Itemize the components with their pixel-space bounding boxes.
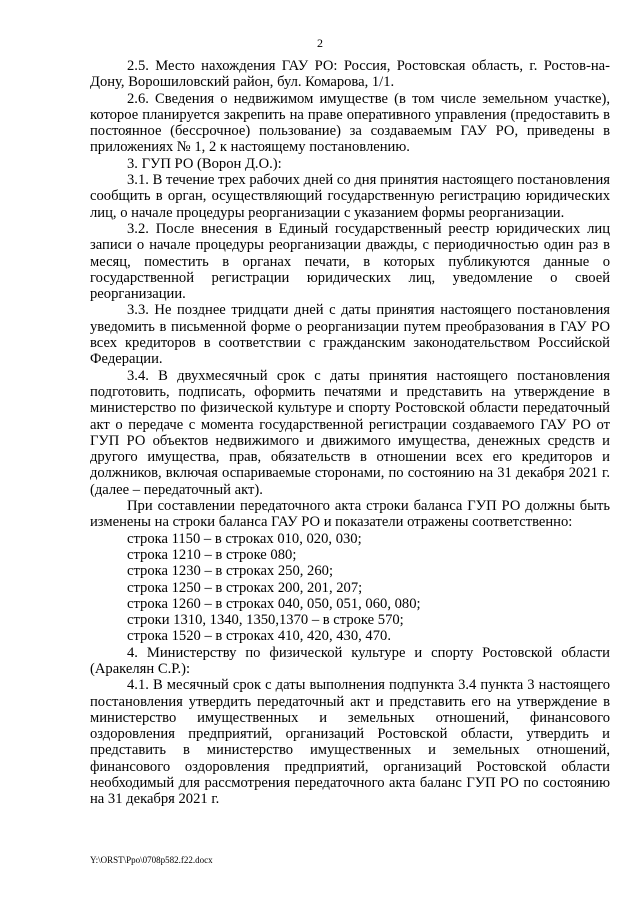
paragraph-3-3: 3.3. Не позднее тридцати дней с даты принятия настоящего постановления уведомить в письменной форме о реорганизации путем преобразования в ГАУ РО всех кредиторов в соответствии с гражданским законодательством Российской Федерации. <box>90 302 610 368</box>
balance-line: строка 1520 – в строках 410, 420, 430, 470. <box>127 628 391 645</box>
paragraph-4-1: 4.1. В месячный срок с даты выполнения подпункта 3.4 пункта 3 настоящего постановления утвердить передаточный акт и представить его на утверждение в министерство имущественных и земельных отношений, финансового оздоровления предприятий, организаций Ростовской области, утвердить и представить в министерство имущественных и земельных отношений, финансового оздоровления предприятий, организаций Ростовской области необходимый для рассмотрения передаточного акта баланс ГУП РО по состоянию на 31 декабря 2021 г. <box>90 677 610 808</box>
paragraph-2-6: 2.6. Сведения о недвижимом имуществе (в том числе земельном участке), которое планируется закрепить на праве оперативного управления (предоставить в постоянное (бессрочное) пользование) за создаваемым ГАУ РО, приведены в приложениях № 1, 2 к настоящему постановлению. <box>90 90 610 156</box>
balance-line: строка 1250 – в строках 200, 201, 207; <box>127 579 363 596</box>
balance-line: строка 1150 – в строках 010, 020, 030; <box>127 530 362 547</box>
paragraph-2-5: 2.5. Место нахождения ГАУ РО: Россия, Ростовская область, г. Ростов-на-Дону, Ворошиловский район, бул. Комарова, 1/1. <box>90 58 610 91</box>
paragraph-3-2: 3.2. После внесения в Единый государственный реестр юридических лиц записи о начале процедуры реорганизации дважды, с периодичностью один раз в месяц, поместить в органах печати, в которых публикуются данные о государственной регистрации юридических лиц, уведомление о своей реорганизации. <box>90 220 610 303</box>
paragraph-3-4: 3.4. В двухмесячный срок с даты принятия настоящего постановления подготовить, подписать, оформить печатями и представить на утверждение в министерство по физической культуре и спорту Ростовской области передаточный акт о передаче с момента государственной регистрации создаваемого ГАУ РО от ГУП РО объектов недвижимого и движимого имущества, денежных средств и другого имущества, прав, обязательств в отношении всех его кредиторов и должников, включая оспариваемые сторонами, по состоянию на 31 декабря 2021 г. (далее – передаточный акт). <box>90 367 610 498</box>
document-body <box>90 58 610 808</box>
page-number: 2 <box>317 36 323 50</box>
balance-line: строка 1230 – в строках 250, 260; <box>127 563 333 580</box>
balance-line: строка 1210 – в строке 080; <box>127 546 297 563</box>
paragraph-4: 4. Министерству по физической культуре и спорту Ростовской области (Аракелян С.Р.): <box>90 644 610 677</box>
balance-line: строки 1310, 1340, 1350,1370 – в строке 570; <box>127 612 404 629</box>
paragraph-3: 3. ГУП РО (Ворон Д.О.): <box>127 155 282 172</box>
balance-line: строка 1260 – в строках 040, 050, 051, 060, 080; <box>127 595 421 612</box>
paragraph-balance-intro: При составлении передаточного акта строки баланса ГУП РО должны быть изменены на строки баланса ГАУ РО и показатели отражены соответственно: <box>90 498 610 531</box>
footer-file-path: Y:\ORST\Ppo\0708p582.f22.docx <box>90 855 213 865</box>
paragraph-3-1: 3.1. В течение трех рабочих дней со дня принятия настоящего постановления сообщить в орган, осуществляющий государственную регистрацию юридических лиц, о начале процедуры реорганизации с указанием формы реорганизации. <box>90 172 610 221</box>
